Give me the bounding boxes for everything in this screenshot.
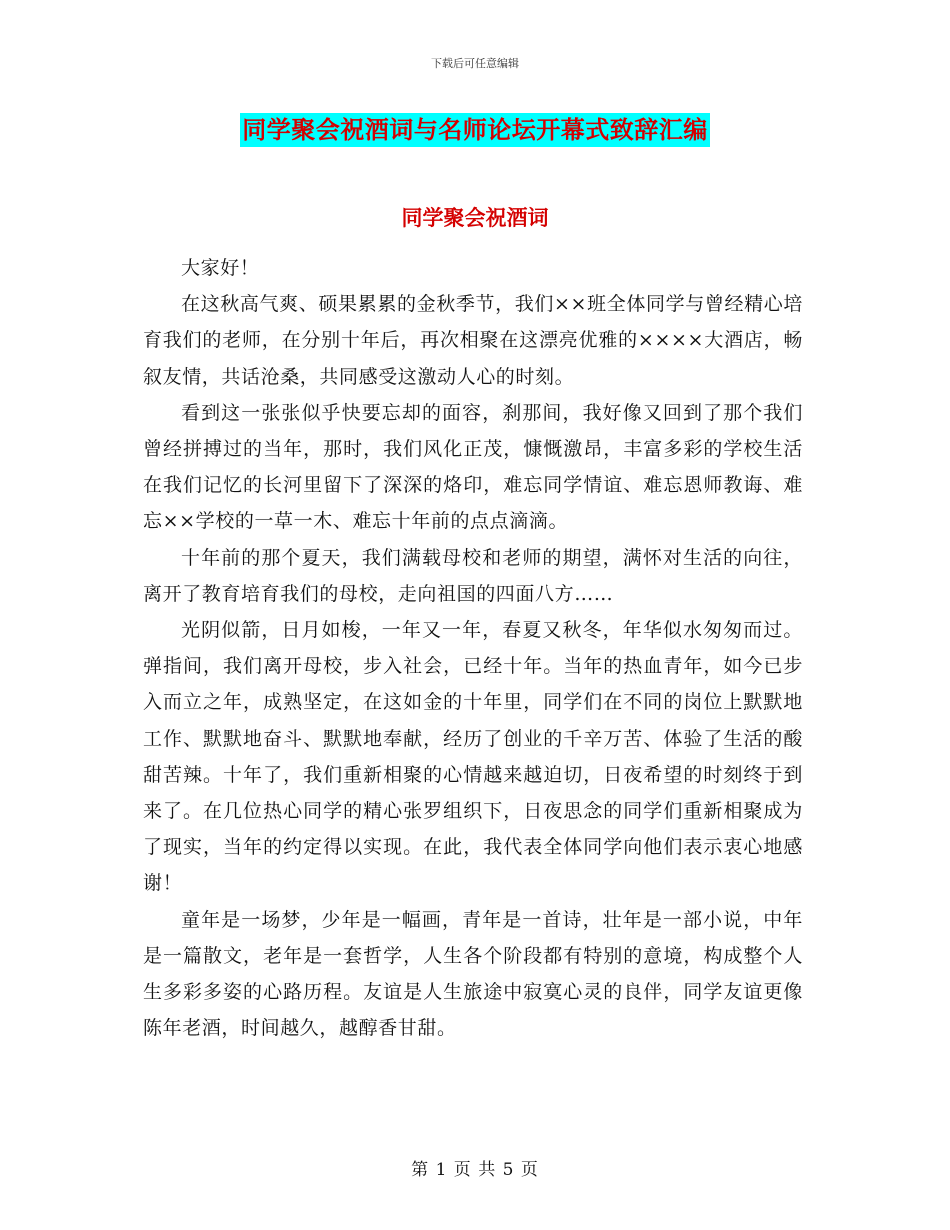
document-body	[143, 250, 803, 1046]
paragraph: 光阴似箭，日月如梭，一年又一年，春夏又秋冬，年华似水匆匆而过。弹指间，我们离开母校，步入社会，已经十年。当年的热血青年，如今已步入而立之年，成熟坚定，在这如金的十年里，同学们在不同的岗位上默默地工作、默默地奋斗、默默地奉献，经历了创业的千辛万苦、体验了生活的酸甜苦辣。十年了，我们重新相聚的心情越来越迫切，日夜希望的时刻终于到来了。在几位热心同学的精心张罗组织下，日夜思念的同学们重新相聚成为了现实，当年的约定得以实现。在此，我代表全体同学向他们表示衷心地感谢！	[143, 619, 803, 895]
document-title-container	[0, 113, 950, 147]
page-number: 第 1 页 共 5 页	[411, 1160, 539, 1180]
paragraph: 在这秋高气爽、硕果累累的金秋季节，我们××班全体同学与曾经精心培育我们的老师，在分别十年后，再次相聚在这漂亮优雅的××××大酒店，畅叙友情，共话沧桑，共同感受这激动人心的时刻。	[143, 293, 803, 388]
section-title: 同学聚会祝酒词	[401, 205, 549, 230]
paragraph-greeting: 大家好！	[181, 257, 260, 279]
paragraph: 看到这一张张似乎快要忘却的面容，刹那间，我好像又回到了那个我们曾经拼搏过的当年，那时，我们风化正茂，慷慨激昂，丰富多彩的学校生活在我们记忆的长河里留下了深深的烙印，难忘同学情谊、难忘恩师教诲、难忘××学校的一草一木、难忘十年前的点点滴滴。	[143, 401, 803, 533]
document-title: 同学聚会祝酒词与名师论坛开幕式致辞汇编	[240, 113, 710, 147]
paragraph: 十年前的那个夏天，我们满载母校和老师的期望，满怀对生活的向往，离开了教育培育我们的母校，走向祖国的四面八方……	[143, 546, 803, 605]
paragraph: 童年是一场梦，少年是一幅画，青年是一首诗，壮年是一部小说，中年是一篇散文，老年是一套哲学，人生各个阶段都有特别的意境，构成整个人生多彩多姿的心路历程。友谊是人生旅途中寂寞心灵的良伴，同学友谊更像陈年老酒，时间越久，越醇香甘甜。	[143, 908, 803, 1040]
header-note: 下载后可任意编辑	[431, 57, 519, 70]
